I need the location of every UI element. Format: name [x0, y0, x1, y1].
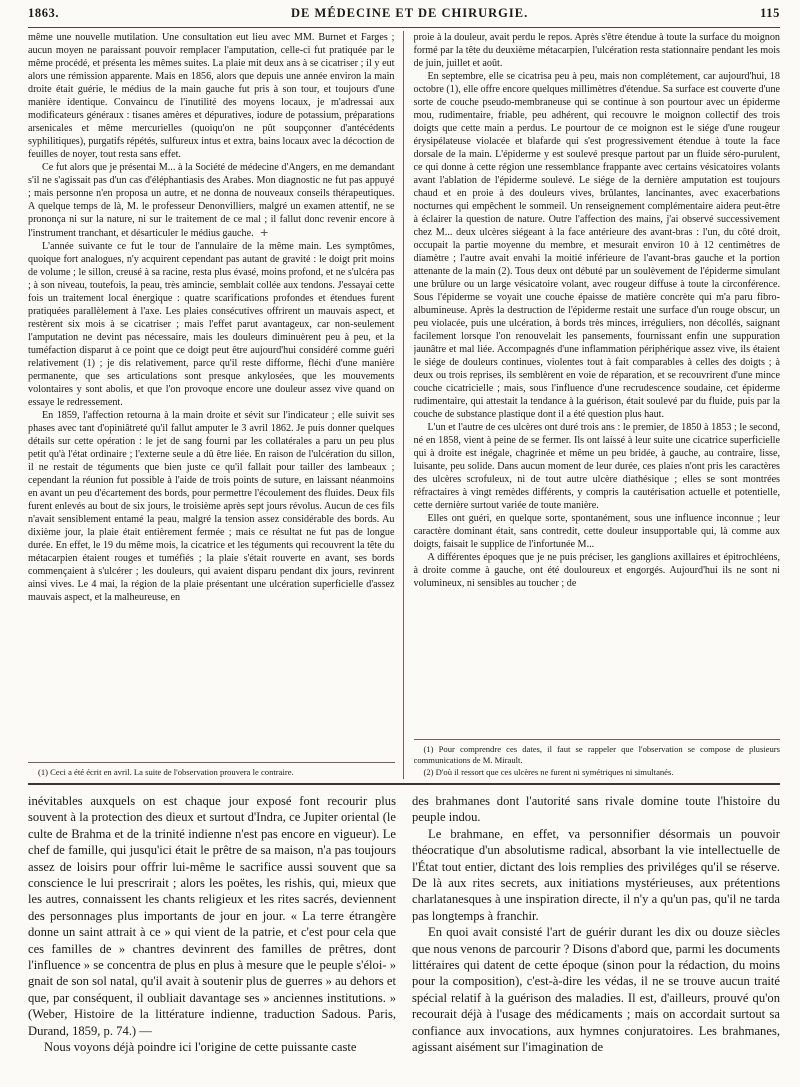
paragraph: En quoi avait consisté l'art de guérir durant les dix ou douze siècles que nous venons de parcourir ? Disons d'abord que, parmi les documents littéraires qui datent de cette époque (sinon pour la rédaction, du moins pour la composition), c'est-à-dire les védas, il ne se trouve aucun traité spécial relatif à la guérison des maladies. Il est, d'ailleurs, prouvé qu'on recourait déjà à l'usage des médicaments ; mais on accordait surtout sa confiance aux invocations, aux hymnes conjuratoires. Les brahmanes, agissant aisément sur l'imagination de	[412, 925, 780, 1055]
lower-right-column	[412, 793, 780, 1087]
footnote: (1) Ceci a été écrit en avril. La suite de l'observation prouvera le contraire.	[38, 767, 294, 777]
margin-plus-mark: +	[259, 226, 269, 239]
header-journal-title: DE MÉDECINE ET DE CHIRURGIE.	[291, 6, 529, 20]
upper-left-footnotes	[28, 762, 395, 779]
footnote: (2) D'où il ressort que ces ulcères ne furent ni symétriques ni simultanés.	[423, 767, 674, 777]
header-page-number: 115	[760, 6, 780, 20]
upper-left-column	[28, 31, 404, 779]
paragraph: Elles ont guéri, en quelque sorte, spontanément, sous une influence inconnue ; leur caractère dominant était, sans contredit, cette douleur insupportable qui, là comme aux doigts, faisait le supplice de l'infortunée M...	[413, 513, 780, 550]
running-header	[28, 0, 780, 24]
lower-two-column-section	[28, 785, 780, 1087]
upper-right-footnotes	[414, 739, 781, 779]
paragraph: Ce fut alors que je présentai M... à la Société de médecine d'Angers, en me demandant s'il ne s'agissait pas d'un cas d'éléphantiasis des Arabes. Mon diagnostic ne fut pas appuyé ; mais personne n'en proposa un autre, et ne donna de nouveaux conseils thérapeutiques. A quelque temps de là, M. le professeur Denonvilliers, malgré un examen attentif, ne se prononça ni sur la nature, ni sur le traitement de ce mal ; il fallut donc revenir encore à l'instrument tranchant, et désarticuler le médius gauche. +	[28, 162, 395, 239]
upper-right-column	[414, 31, 781, 779]
paragraph: des brahmanes dont l'autorité sans rivale domine toute l'histoire du peuple indou.	[412, 794, 780, 825]
paragraph: L'un et l'autre de ces ulcères ont duré trois ans : le premier, de 1850 à 1853 ; le second, né en 1858, vient à peine de se fermer. Ils ont laissé à leur suite une cicatrice superficielle qui à droite est inégale, chagrinée et même un peu bridée, à gauche, au contraire, lisse, luisante, peu solide. Dans aucun moment de leur durée, ces plaies n'ont pris les caractères des ulcères scrofuleux, ni de tout autre ulcère diathésique ; elles se sont montrées réfractaires à vingt remèdes différents, y compris la cautérisation actuelle et potentielle, cette dernière surtout variée de toute manière.	[413, 422, 780, 511]
upper-right-body	[414, 31, 781, 733]
paragraph: En septembre, elle se cicatrisa peu à peu, mais non complétement, car aujourd'hui, 18 octobre (1), elle offre encore quelques millimètres d'étendue. Sa surface est couverte d'une sorte de couche pseudo-membraneuse qui se continue à son pourtour avec un épiderme mou, rudimentaire, friable, peu adhérent, qui recouvre le moignon collectif des trois doigts que cette main a perdus. Le pourtour de ce moignon est le siége d'une rougeur érysipélateuse violacée et blafarde qui s'est progressivement étendue à toute la face dorsale de la main. L'épiderme y est soulevé presque partout par un fluide séro-purulent, ce qui donne à cette région une ressemblance frappante avec certains vésicatoires volants avant l'ablation de l'épiderme soulevé. Le siége de la dernière amputation est toujours chaud et en proie à des douleurs vives, brûlantes, lancinantes, avec exacerbations nocturnes qui empêchent le sommeil. Un renseignement complémentaire aidera peut-être à éclairer la question de nature. Outre l'affection des mains, j'ai observé successivement chez M... deux ulcères siégeant à la face antérieure des avant-bras : l'un, du côté droit, occupait la partie moyenne du membre, et mesurait environ 10 à 12 centimètres de diamètre ; l'autre avait envahi la moitié inférieure de l'avant-bras gauche et la portion attenante de la main (2). Tous deux ont débuté par un soulèvement de l'épiderme simulant une brûlure ou un large vésicatoire volant, avec rougeur diffuse à toute la circonférence. Sous l'épiderme se voyait une couche épaisse de matière concrète qui m'a paru fibro-albumineuse. Après la destruction de l'épiderme restait une surface d'un rouge obscur, un peu violacée, puis une ulcération, à bords très minces, irréguliers, non décollés, saignant facilement lorsque l'on renouvelait les pansements, fournissant enfin une suppuration jaunâtre et mal liée. Accompagnés d'une inflammation périphérique assez vive, ils étaient le siége de douleurs continues, violentes tout à fait comparables à celles des doigts ; à deux ou trois reprises, ils semblèrent en voie de réparation, et se recouvrirent d'une mince couche cicatricielle ; mais, sous l'influence d'une recrudescence soudaine, cet épiderme rudimentaire, qui attestait la tendance à la guérison, était soulevé par du fluide, puis par la couche de substance plastique dont il a été question plus haut.	[413, 71, 780, 420]
paragraph: Nous voyons déjà poindre ici l'origine de cette puissante caste	[44, 1040, 357, 1055]
footnote: (1) Pour comprendre ces dates, il faut se rappeler que l'observation se compose de plusieurs communications de M. Mirault.	[413, 744, 780, 765]
upper-two-column-section	[28, 27, 780, 779]
header-year: 1863.	[28, 6, 60, 20]
upper-left-body	[28, 31, 395, 756]
paragraph: même une nouvelle mutilation. Une consultation eut lieu avec MM. Burnet et Farges ; aucun moyen ne paraissant pouvoir remplacer l'amputation, celle-ci fut pratiquée par le même procédé, et présenta les mêmes suites. La plaie mit deux ans à se cicatriser ; il y eut alors une rémission apparente. Mais en 1856, alors que depuis une année environ la main droite était guérie, le médius de la main gauche fut pris à son tour, et toujours d'une manière identique. Convaincu de l'inutilité des moyens locaux, je m'adressai aux modificateurs généraux : tisanes amères et dépuratives, iodure de potassium, préparations arsenicales et même mercurielles (quoiqu'on ne pût soupçonner d'antécédents syphilitiques), purgatifs répétés, sulfureux intus et extra, bains locaux avec la décoction de feuilles de noyer, tout resta sans effet.	[28, 32, 395, 160]
lower-left-column	[28, 793, 396, 1087]
paragraph: L'année suivante ce fut le tour de l'annulaire de la même main. Les symptômes, quoique fort analogues, n'y acquirent cependant pas autant de gravité : le doigt prit moins de volume ; le sillon, creusé à sa racine, resta plus évasé, moins profond, et ne s'ulcéra pas ; à son niveau, toutefois, la peau, très amincie, semblait collée aux tendons. J'essayai cette fois un traitement local énergique : quatre scarifications profondes et étendues furent pratiquées parallèlement à l'axe. Les plaies consécutives offrirent un mauvais aspect, et restèrent six mois à se cicatriser ; mais l'effet parut avantageux, car non-seulement l'amputation ne devint pas nécessaire, mais les douleurs diminuèrent peu à peu, et la tuméfaction disparut à ce point que ce doigt peut être aujourd'hui considéré comme guéri relativement (1) ; je dis relativement, parce qu'il reste difforme, fléchi d'une manière permanente, que ses articulations sont presque ankylosées, que les mouvements volontaires y sont abolis, et que l'on provoque encore une douleur assez vive quand on essaye le redressement.	[28, 241, 395, 408]
paragraph: Le brahmane, en effet, va personnifier désormais un pouvoir théocratique d'un absolutisme radical, absorbant la vie intellectuelle de l'État tout entier, dictant des lois remplies des priviléges qu'il se réserve. De là aux rites secrets, aux initiations mystérieuses, aux prétentions charlatanesques à une inspiration directe, il n'y a qu'un pas, qu'il ne tarda pas longtemps à franchir.	[412, 826, 780, 923]
paragraph: A différentes époques que je ne puis préciser, les ganglions axillaires et épitrochléens, à droite comme à gauche, ont été douloureux et engorgés. Aujourd'hui ils ne sont ni volumineux, ni sensibles au toucher ; de	[413, 552, 780, 589]
paragraph: En 1859, l'affection retourna à la main droite et sévit sur l'indicateur ; elle suivit ses phases avec tant d'opiniâtreté qu'il fallut amputer le 3 avril 1862. Je puis donner quelques détails sur cette opération : le jet de sang fourni par les collatérales a paru un peu plus petit qu'à l'état ordinaire ; l'externe seule a dû être liée. En raison de l'ulcération du sillon, il ne restait de téguments que bien juste ce qu'il fallait pour tailler des lambeaux ; cependant la réunion fut possible à l'aide de trois points de suture, en laissant néanmoins en avant un peu d'écartement des bords, pour permettre l'écoulement des fluides. Deux fils furent enlevés au bout de six jours, le troisième après sept jours révolus. Aucun de ces fils n'avait sensiblement entamé la peau, malgré la tension assez considérable des bords. Au dixième jour, la plaie était entièrement fermée ; mais ce résultat ne fut pas de longue durée. En effet, le 19 du même mois, la cicatrice et les téguments qui recouvrent la tête du métacarpien étaient rouges et tuméfiés ; la plaie s'était rouverte en avant, ses bords commençaient à s'ulcérer ; les douleurs, qui avaient disparu pendant dix jours, revinrent ainsi vives. Le 4 mai, la région de la plaie présentant une ulcération superficielle d'assez mauvais aspect, et la malheureuse, en	[28, 410, 395, 603]
paragraph: inévitables auxquels on est chaque jour exposé font recourir plus souvent à la protection des dieux et surtout d'Indra, ce Jupiter oriental (le culte de Brahma et de la trinité indienne n'est pas encore en vigueur). Le chef de famille, qui jusqu'ici était le prêtre de sa maison, n'a pas toujours assez de loisirs pour offrir lui-même le sacrifice aussi souvent que sa conscience le lui prescrirait ; alors les poëtes, les rishis, qui, mieux que les autres, connaissent les chants religieux et les rites sacrés, deviennent des personnages plus importants de jour en jour. « La terre étrangère donne un saint attrait à ce » qui vient de la patrie, et c'est pour cela que ces familles de » chantres devinrent des familles de prêtres, dont l'influence » se concentra de plus en plus à mesure que le peuple s'éloi- » gnait de son sol natal, qu'il avait à soutenir plus de guerres » au dehors et que, par conséquent, il oubliait davantage ses » anciennes institutions. » (Weber, Histoire de la littérature indienne, traduction Sadous. Paris, Durand, 1859, p. 74.) —	[28, 794, 396, 1038]
paragraph: proie à la douleur, avait perdu le repos. Après s'être étendue à toute la surface du moignon formé par la tête du deuxième métacarpien, l'ulcération resta stationnaire pendant les mois de juin, juillet et août.	[413, 32, 780, 69]
